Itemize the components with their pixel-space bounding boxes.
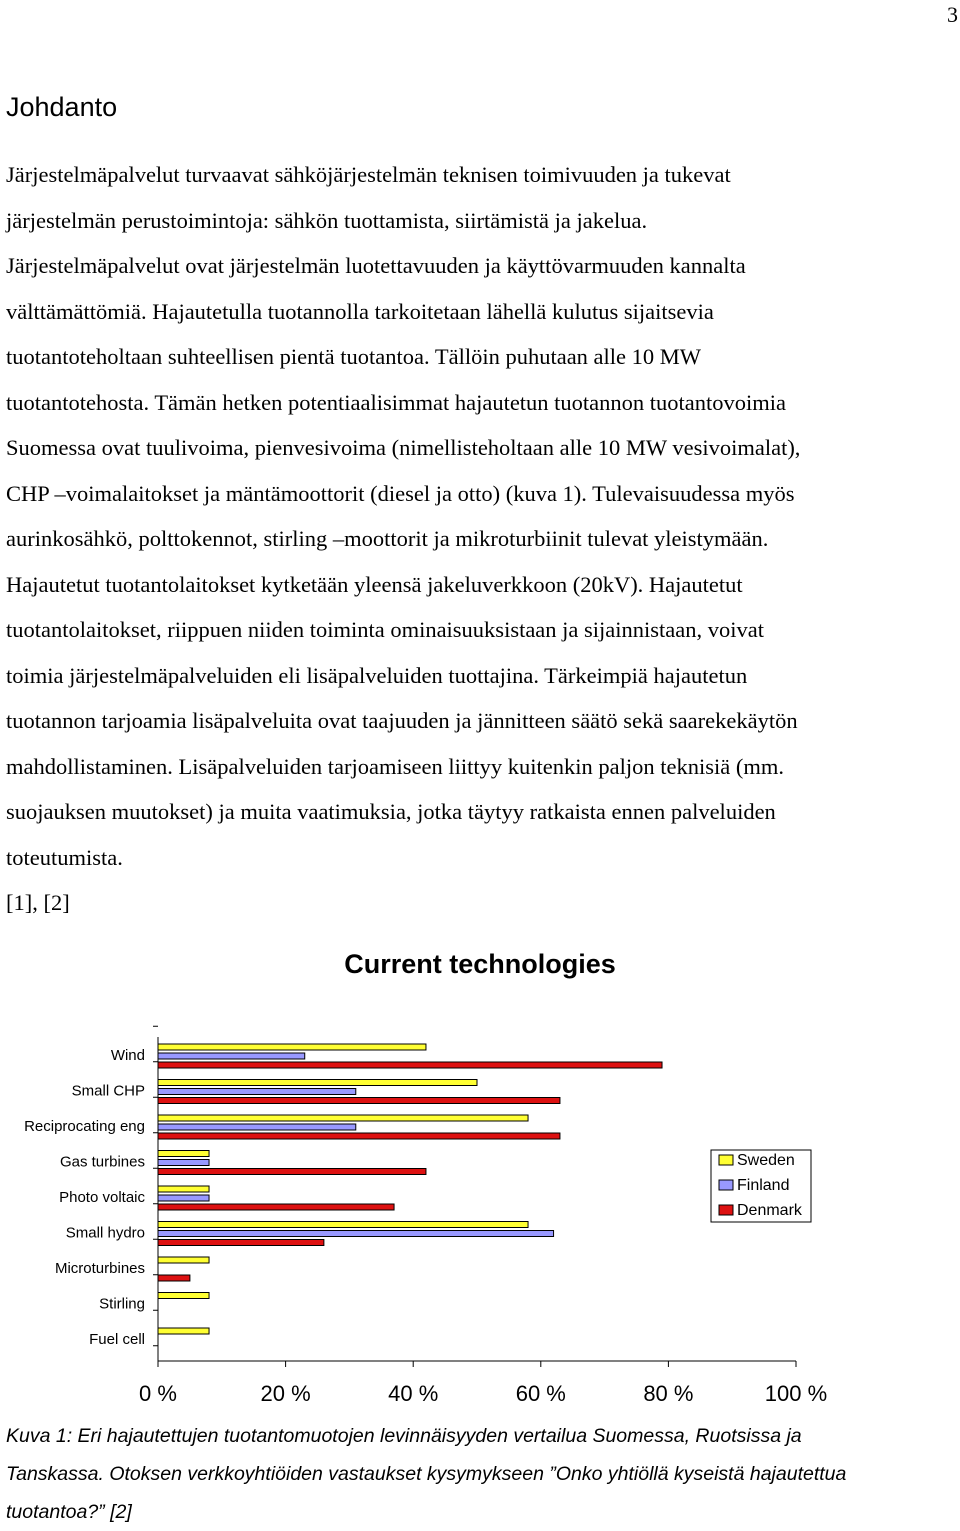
category-label: Small hydro bbox=[65, 1224, 145, 1242]
category-label: Gas turbines bbox=[59, 1153, 145, 1171]
legend-swatch-finland bbox=[719, 1180, 733, 1190]
bar-denmark bbox=[158, 1169, 426, 1175]
paragraph-line: [1], [2] bbox=[6, 890, 70, 915]
paragraph-line: Järjestelmäpalvelut turvaavat sähköjärjestelmän teknisen toimivuuden ja tukevat bbox=[6, 162, 731, 187]
page-number: 3 bbox=[947, 2, 958, 27]
category-label: Photo voltaic bbox=[59, 1189, 145, 1206]
paragraph-line: tuotantoteholtaan suhteellisen pientä tuotantoa. Tällöin puhutaan alle 10 MW bbox=[6, 344, 702, 369]
body-paragraph bbox=[6, 152, 956, 926]
paragraph-line: välttämättömiä. Hajautetulla tuotannolla tarkoitetaan lähellä kulutus sijaitsevia bbox=[6, 298, 714, 324]
paragraph-line: aurinkosähkö, polttokennot, stirling –moottorit ja mikroturbiinit tulevat yleistymään. bbox=[6, 526, 769, 551]
bar-denmark bbox=[158, 1204, 394, 1210]
bar-sweden bbox=[158, 1080, 477, 1086]
paragraph-line: CHP –voimalaitokset ja mäntämoottorit (diesel ja otto) (kuva 1). Tulevaisuudessa myös bbox=[6, 480, 795, 506]
category-label: Stirling bbox=[99, 1295, 145, 1313]
paragraph-line: Suomessa ovat tuulivoima, pienvesivoima (nimellisteholtaan alle 10 MW vesivoimalat), bbox=[6, 435, 801, 460]
paragraph-line: Järjestelmäpalvelut ovat järjestelmän luotettavuuden ja käyttövarmuuden kannalta bbox=[6, 253, 746, 278]
bar-sweden bbox=[158, 1257, 209, 1263]
bar-finland bbox=[158, 1160, 209, 1166]
chart-title: Current technologies bbox=[344, 949, 616, 979]
paragraph-line: tuotantolaitokset, riippuen niiden toiminta ominaisuuksistaan ja sijainnistaan, voivat bbox=[6, 617, 765, 642]
bar-finland bbox=[158, 1053, 305, 1059]
bar-sweden bbox=[158, 1151, 209, 1157]
paragraph-line: mahdollistaminen. Lisäpalveluiden tarjoamiseen liittyy kuitenkin paljon teknisiä (mm. bbox=[6, 753, 784, 779]
paragraph-line: tuotantotehosta. Tämän hetken potentiaalisimmat hajautetun tuotannon tuotantovoimia bbox=[6, 389, 787, 415]
figure-current-technologies bbox=[0, 925, 960, 1420]
bar-sweden bbox=[158, 1115, 528, 1121]
bar-sweden bbox=[158, 1328, 209, 1334]
paragraph-line: toteutumista. bbox=[6, 844, 123, 870]
x-tick-label: 20 % bbox=[260, 1381, 311, 1406]
caption-line: Tanskassa. Otoksen verkkoyhtiöiden vastaukset kysymykseen ”Onko yhtiöllä kyseistä hajautettua bbox=[6, 1463, 847, 1485]
bar-denmark bbox=[158, 1240, 324, 1246]
category-label: Fuel cell bbox=[89, 1331, 145, 1348]
bar-finland bbox=[158, 1195, 209, 1201]
x-tick-label: 40 % bbox=[388, 1381, 439, 1406]
legend-swatch-denmark bbox=[719, 1205, 733, 1215]
bar-chart bbox=[0, 925, 960, 1420]
category-label: Wind bbox=[110, 1047, 145, 1064]
caption-line: Kuva 1: Eri hajautettujen tuotantomuotojen levinnäisyyden vertailua Suomessa, Ruotsissa ja bbox=[6, 1425, 802, 1447]
bar-sweden bbox=[158, 1044, 426, 1050]
category-label: Reciprocating eng bbox=[24, 1118, 145, 1135]
paragraph-line: Hajautetut tuotantolaitokset kytketään yleensä jakeluverkkoon (20kV). Hajautetut bbox=[6, 571, 743, 597]
bar-denmark bbox=[158, 1098, 560, 1104]
bar-denmark bbox=[158, 1062, 662, 1068]
bar-sweden bbox=[158, 1186, 209, 1192]
bar-finland bbox=[158, 1089, 356, 1095]
bar-denmark bbox=[158, 1275, 190, 1281]
bar-finland bbox=[158, 1231, 554, 1237]
paragraph-line: suojauksen muutokset) ja muita vaatimuksia, jotka täytyy ratkaista ennen palveluiden bbox=[6, 799, 776, 824]
category-label: Microturbines bbox=[54, 1260, 145, 1277]
bar-denmark bbox=[158, 1133, 560, 1139]
bar-sweden bbox=[158, 1293, 209, 1299]
paragraph-line: toimia järjestelmäpalveluiden eli lisäpalveluiden tuottajina. Tärkeimpiä hajautetun bbox=[6, 662, 748, 688]
section-heading: Johdanto bbox=[6, 92, 118, 122]
bar-finland bbox=[158, 1124, 356, 1130]
legend-label-sweden: Sweden bbox=[737, 1152, 795, 1169]
figure-caption bbox=[6, 1417, 956, 1531]
caption-line: tuotantoa?” [2] bbox=[6, 1501, 132, 1523]
legend-label-finland: Finland bbox=[737, 1177, 790, 1194]
x-tick-label: 60 % bbox=[515, 1381, 566, 1406]
bar-sweden bbox=[158, 1222, 528, 1228]
legend-swatch-sweden bbox=[719, 1155, 733, 1165]
category-label: Small CHP bbox=[71, 1082, 145, 1100]
x-tick-label: 0 % bbox=[139, 1381, 177, 1406]
x-tick-label: 80 % bbox=[643, 1381, 694, 1406]
paragraph-line: tuotannon tarjoamia lisäpalveluita ovat taajuuden ja jännitteen säätö sekä saarekekäytön bbox=[6, 708, 798, 733]
legend-label-denmark: Denmark bbox=[737, 1202, 802, 1219]
paragraph-line: järjestelmän perustoimintoja: sähkön tuottamista, siirtämistä ja jakelua. bbox=[6, 207, 648, 233]
x-tick-label: 100 % bbox=[764, 1381, 828, 1406]
